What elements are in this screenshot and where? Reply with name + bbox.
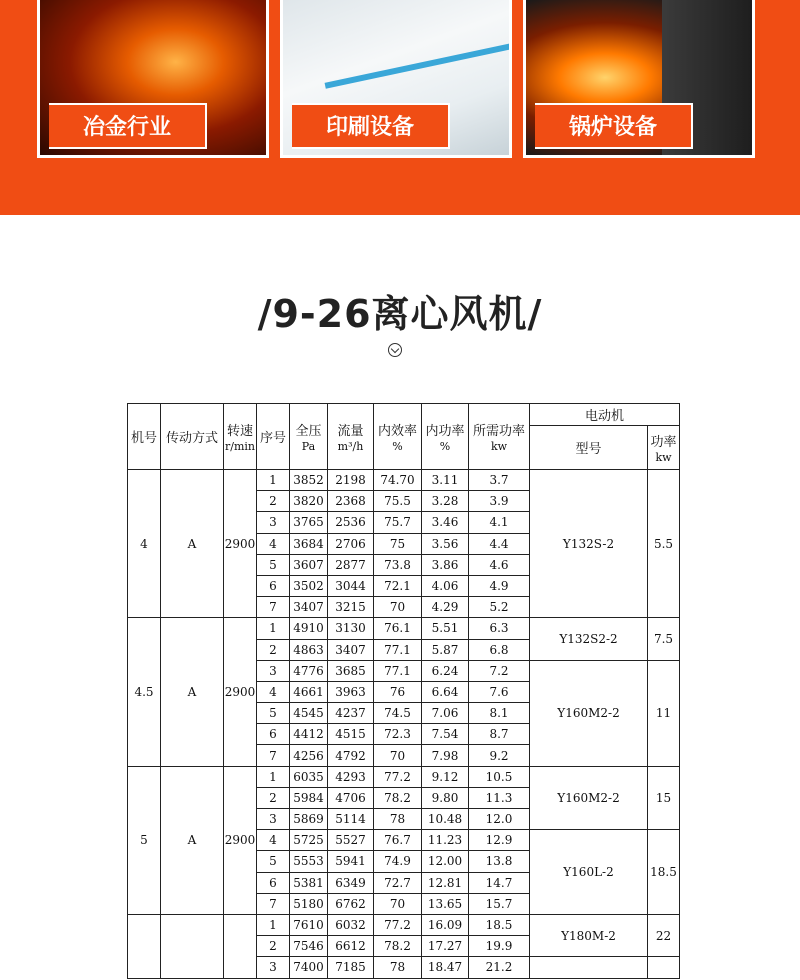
table-cell: 74.9 [374, 851, 422, 872]
table-cell: 9.2 [469, 745, 530, 766]
motor-type-cell: Y132S-2 [530, 470, 648, 618]
spec-table [127, 403, 680, 979]
table-cell: 74.70 [374, 470, 422, 491]
table-cell: 76 [374, 681, 422, 702]
model-no-cell: 5 [128, 766, 161, 914]
motor-type-cell: Y180M-2 [530, 914, 648, 956]
table-cell: 6.64 [422, 681, 469, 702]
motor-power-cell: 22 [648, 914, 680, 956]
table-cell: 6612 [328, 936, 374, 957]
table-row [128, 618, 680, 639]
table-cell: 3407 [328, 639, 374, 660]
table-cell: 2198 [328, 470, 374, 491]
table-cell: 6032 [328, 914, 374, 935]
table-cell: 6 [257, 724, 290, 745]
table-cell: 70 [374, 745, 422, 766]
table-cell: 4776 [290, 660, 328, 681]
header-motor-type: 型号 [530, 426, 648, 470]
table-row [128, 470, 680, 491]
table-row [128, 766, 680, 787]
table-cell: 73.8 [374, 554, 422, 575]
table-cell: 3765 [290, 512, 328, 533]
table-cell: 3607 [290, 554, 328, 575]
table-cell: 4237 [328, 703, 374, 724]
table-cell: 6.24 [422, 660, 469, 681]
table-cell: 5114 [328, 809, 374, 830]
table-cell: 10.48 [422, 809, 469, 830]
model-no-cell: 4.5 [128, 618, 161, 766]
table-cell: 2877 [328, 554, 374, 575]
table-cell: 12.9 [469, 830, 530, 851]
table-cell: 5 [257, 554, 290, 575]
table-cell: 3685 [328, 660, 374, 681]
table-cell: 6349 [328, 872, 374, 893]
table-cell: 4.06 [422, 575, 469, 596]
table-cell: 75.5 [374, 491, 422, 512]
table-cell: 4910 [290, 618, 328, 639]
drive-cell [161, 914, 224, 978]
table-cell: 1 [257, 914, 290, 935]
table-cell: 5527 [328, 830, 374, 851]
table-cell: 77.2 [374, 914, 422, 935]
table-cell: 78 [374, 809, 422, 830]
speed-cell: 2900 [224, 618, 257, 766]
table-cell: 3215 [328, 597, 374, 618]
table-cell: 4.4 [469, 533, 530, 554]
table-cell: 8.1 [469, 703, 530, 724]
table-cell: 4863 [290, 639, 328, 660]
table-cell: 3.11 [422, 470, 469, 491]
table-cell: 1 [257, 766, 290, 787]
table-cell: 3 [257, 512, 290, 533]
table-cell: 4412 [290, 724, 328, 745]
table-cell: 14.7 [469, 872, 530, 893]
table-cell: 6.8 [469, 639, 530, 660]
table-cell: 3 [257, 809, 290, 830]
table-cell: 78.2 [374, 787, 422, 808]
model-no-cell: 4 [128, 470, 161, 618]
table-cell: 3502 [290, 575, 328, 596]
table-cell: 10.5 [469, 766, 530, 787]
drive-cell: A [161, 618, 224, 766]
motor-power-cell: 18.5 [648, 830, 680, 915]
table-cell: 3407 [290, 597, 328, 618]
tile-label: 冶金行业 [49, 103, 207, 149]
table-cell: 12.81 [422, 872, 469, 893]
table-cell: 6035 [290, 766, 328, 787]
speed-cell [224, 914, 257, 978]
table-cell: 5 [257, 703, 290, 724]
table-cell: 75 [374, 533, 422, 554]
table-cell: 72.7 [374, 872, 422, 893]
speed-cell: 2900 [224, 766, 257, 914]
model-no-cell [128, 914, 161, 978]
header-speed: 转速 r/min [224, 404, 257, 470]
table-cell: 4293 [328, 766, 374, 787]
table-cell: 7185 [328, 957, 374, 978]
table-cell: 11.23 [422, 830, 469, 851]
table-cell: 3.56 [422, 533, 469, 554]
table-cell: 7546 [290, 936, 328, 957]
header-drive: 传动方式 [161, 404, 224, 470]
table-cell: 3130 [328, 618, 374, 639]
header-flow: 流量 m³/h [328, 404, 374, 470]
table-cell: 4 [257, 533, 290, 554]
table-cell: 2536 [328, 512, 374, 533]
table-cell: 3.46 [422, 512, 469, 533]
table-cell: 3 [257, 660, 290, 681]
table-cell: 2 [257, 491, 290, 512]
table-cell: 6 [257, 575, 290, 596]
table-cell: 19.9 [469, 936, 530, 957]
tile-label: 印刷设备 [292, 103, 450, 149]
table-cell: 4256 [290, 745, 328, 766]
table-cell: 5180 [290, 893, 328, 914]
table-cell: 3.9 [469, 491, 530, 512]
table-cell: 2 [257, 787, 290, 808]
table-cell: 4515 [328, 724, 374, 745]
table-cell: 70 [374, 597, 422, 618]
table-cell: 76.7 [374, 830, 422, 851]
motor-type-cell: Y160M2-2 [530, 660, 648, 766]
table-cell: 77.1 [374, 660, 422, 681]
table-cell: 7.06 [422, 703, 469, 724]
table-cell: 7 [257, 745, 290, 766]
table-cell: 13.8 [469, 851, 530, 872]
table-cell: 3820 [290, 491, 328, 512]
table-cell: 7400 [290, 957, 328, 978]
table-cell: 3.28 [422, 491, 469, 512]
motor-power-cell: 11 [648, 660, 680, 766]
table-cell: 3044 [328, 575, 374, 596]
table-cell: 78 [374, 957, 422, 978]
header-model-no: 机号 [128, 404, 161, 470]
table-cell: 7 [257, 597, 290, 618]
table-cell: 77.1 [374, 639, 422, 660]
header-inner-power: 内功率 % [422, 404, 469, 470]
table-cell: 15.7 [469, 893, 530, 914]
speed-cell: 2900 [224, 470, 257, 618]
table-cell: 9.80 [422, 787, 469, 808]
table-cell: 21.2 [469, 957, 530, 978]
table-cell: 12.00 [422, 851, 469, 872]
table-cell: 7 [257, 893, 290, 914]
spec-table-body [128, 470, 680, 979]
table-cell: 4.6 [469, 554, 530, 575]
header-motor: 电动机 [530, 404, 680, 426]
table-cell: 72.3 [374, 724, 422, 745]
tile-label: 锅炉设备 [535, 103, 693, 149]
table-cell: 3963 [328, 681, 374, 702]
table-cell: 5381 [290, 872, 328, 893]
motor-type-cell [530, 957, 648, 978]
header-pressure: 全压 Pa [290, 404, 328, 470]
table-cell: 5869 [290, 809, 328, 830]
table-cell: 4661 [290, 681, 328, 702]
table-cell: 4 [257, 830, 290, 851]
table-cell: 74.5 [374, 703, 422, 724]
motor-type-cell: Y160L-2 [530, 830, 648, 915]
table-cell: 5984 [290, 787, 328, 808]
tile-printing[interactable] [280, 0, 512, 158]
motor-type-cell: Y132S2-2 [530, 618, 648, 660]
table-cell: 5941 [328, 851, 374, 872]
table-cell: 72.1 [374, 575, 422, 596]
table-cell: 9.12 [422, 766, 469, 787]
table-cell: 6762 [328, 893, 374, 914]
motor-power-cell: 7.5 [648, 618, 680, 660]
table-cell: 4.9 [469, 575, 530, 596]
table-cell: 2 [257, 936, 290, 957]
table-row [128, 914, 680, 935]
table-cell: 1 [257, 618, 290, 639]
motor-type-cell: Y160M2-2 [530, 766, 648, 830]
table-cell: 2706 [328, 533, 374, 554]
table-cell: 4.29 [422, 597, 469, 618]
table-cell: 3.7 [469, 470, 530, 491]
table-cell: 7610 [290, 914, 328, 935]
table-cell: 2 [257, 639, 290, 660]
table-cell: 1 [257, 470, 290, 491]
header-seq: 序号 [257, 404, 290, 470]
table-cell: 2368 [328, 491, 374, 512]
table-cell: 5.51 [422, 618, 469, 639]
table-cell: 18.47 [422, 957, 469, 978]
table-cell: 12.0 [469, 809, 530, 830]
table-cell: 75.7 [374, 512, 422, 533]
drive-cell: A [161, 766, 224, 914]
table-cell: 76.1 [374, 618, 422, 639]
table-cell: 78.2 [374, 936, 422, 957]
chevron-down-icon[interactable] [388, 343, 402, 357]
table-cell: 4792 [328, 745, 374, 766]
table-cell: 3684 [290, 533, 328, 554]
table-cell: 5.2 [469, 597, 530, 618]
tile-boiler[interactable] [523, 0, 755, 158]
table-cell: 6.3 [469, 618, 530, 639]
tile-metallurgy[interactable] [37, 0, 269, 158]
table-cell: 7.2 [469, 660, 530, 681]
motor-power-cell: 15 [648, 766, 680, 830]
industry-banner [0, 0, 800, 215]
header-req-power: 所需功率 kw [469, 404, 530, 470]
table-cell: 3852 [290, 470, 328, 491]
table-cell: 8.7 [469, 724, 530, 745]
table-cell: 4.1 [469, 512, 530, 533]
table-cell: 3 [257, 957, 290, 978]
table-cell: 16.09 [422, 914, 469, 935]
drive-cell: A [161, 470, 224, 618]
table-cell: 5725 [290, 830, 328, 851]
table-cell: 4706 [328, 787, 374, 808]
motor-power-cell [648, 957, 680, 978]
table-cell: 70 [374, 893, 422, 914]
header-motor-power: 功率 kw [648, 426, 680, 470]
table-cell: 7.6 [469, 681, 530, 702]
table-cell: 18.5 [469, 914, 530, 935]
table-cell: 5 [257, 851, 290, 872]
table-cell: 13.65 [422, 893, 469, 914]
table-cell: 4545 [290, 703, 328, 724]
table-cell: 77.2 [374, 766, 422, 787]
table-cell: 5553 [290, 851, 328, 872]
table-cell: 17.27 [422, 936, 469, 957]
motor-power-cell: 5.5 [648, 470, 680, 618]
table-cell: 7.98 [422, 745, 469, 766]
table-cell: 7.54 [422, 724, 469, 745]
table-cell: 5.87 [422, 639, 469, 660]
header-efficiency: 内效率 % [374, 404, 422, 470]
table-cell: 3.86 [422, 554, 469, 575]
table-cell: 6 [257, 872, 290, 893]
table-cell: 11.3 [469, 787, 530, 808]
section-title: /9-26离心风机/ [257, 292, 543, 336]
table-cell: 4 [257, 681, 290, 702]
